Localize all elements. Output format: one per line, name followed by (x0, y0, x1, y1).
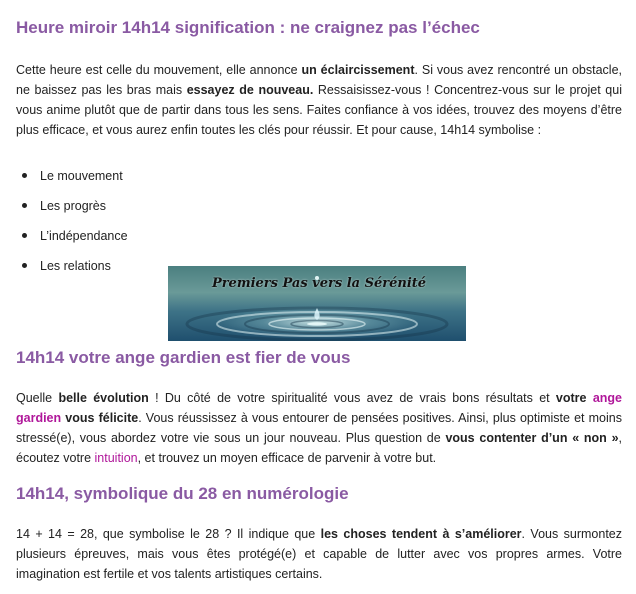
bold-votre: votre (555, 391, 587, 405)
text: , écoutez votre (16, 431, 623, 465)
bullet-icon (22, 173, 27, 178)
bold-vous-felicite: vous félicite (65, 411, 139, 425)
text: , et trouvez un moyen efficace de parvenir à votre but. (137, 451, 437, 465)
bullet-icon (22, 233, 27, 238)
link-intuition[interactable]: intuition (94, 451, 138, 465)
bullet-icon (22, 263, 27, 268)
text: ! Du côté de votre spiritualité vous avez de vrais bons résultats et (148, 391, 556, 405)
heading-heure-miroir: Heure miroir 14h14 signification : ne craignez pas l’échec (16, 18, 480, 37)
text: . Vous réussissez à vous entourer de pensées positives. Ainsi, plus optimiste et moins stressé(e), vous abordez votre vie sous un jour nouveau. Plus question de (16, 411, 622, 445)
bold-choses-ameliorer: les choses tendent à s’améliorer (320, 527, 522, 541)
bold-belle-evolution: belle évolution (58, 391, 149, 405)
serenity-banner-image[interactable] (168, 266, 466, 341)
text: Cette heure est celle du mouvement, elle annonce (16, 63, 302, 77)
paragraph-ange-gardien (16, 388, 622, 468)
bold-essayez: essayez de nouveau. (186, 83, 314, 97)
link-ange-gardien[interactable]: ange gardien (16, 391, 622, 425)
text: . Si vous avez rencontré un obstacle, ne baissez pas les bras mais (16, 63, 622, 97)
heading-ange-gardien: 14h14 votre ange gardien est fier de vous (16, 348, 351, 367)
paragraph-numerologie (16, 524, 622, 584)
text: Quelle (16, 391, 59, 405)
bold-eclaircissement: un éclaircissement (301, 63, 415, 77)
text: 14 + 14 = 28, que symbolise le 28 ? Il indique que (16, 527, 321, 541)
text: . Vous surmontez plusieurs épreuves, mais vous êtes protégé(e) et capable de lutter avec vos propres armes. Votre imagination est fertile et vos talents artistiques certains. (16, 527, 623, 581)
bold-vous-contenter: vous contenter d’un « non » (445, 431, 619, 445)
banner-title: Premiers Pas vers la Sérénité (211, 276, 427, 291)
article: Heure miroir 14h14 signification : ne craignez pas l’échec Cette heure est celle du mouvement, elle annonce un éclaircissement. Si vous avez rencontré un obstacle, ne baissez pas les bras mais essayez de nouveau. Ressaisissez-vous ! Concentrez-vous sur le projet qui vous anime plutôt que de partir dans tous les sens. Faites confiance à vos idées, trouvez des moyens d’être plus efficace, et vous aurez enfin toutes les clés pour réussir. Et pour cause, 14h14 symbolise : Le mouvement Les progrès L’indépendance Les relations Premiers Pas vers la Sérénité 14h14 votre ange gardien est fier de vous Quelle belle évolution ! Du côté de votre spiritualité vous avez de vrais bons résultats et votre ange gardien vous félicite. Vous réussissez à vous entourer de pensées positives. Ainsi, plus optimiste et moins stressé(e), vous abordez votre vie sous un jour nouveau. Plus question de vous contenter d’un « non », écoutez votre intuition, et trouvez un moyen efficace de parvenir à votre but. 14h14, symbolique du 28 en numérologie 14 + 14 = 28, que symbolise le 28 ? Il indique que les choses tendent à s’améliorer. Vous surmontez plusieurs épreuves, mais vous êtes protégé(e) et capable de lutter avec vos propres armes. Votre imagination est fertile et vos talents artistiques certains. (0, 0, 636, 594)
text: Ressaisissez-vous ! Concentrez-vous sur le projet qui vous anime plutôt que de partir dans tous les sens. Faites confiance à vos idées, trouvez des moyens d’être plus efficace, et vous aurez enfin toutes les clés pour réussir. Et pour cause, 14h14 symbolise : (16, 83, 622, 137)
bullet-icon (22, 203, 27, 208)
paragraph-mouvement (16, 60, 622, 140)
heading-numerologie: 14h14, symbolique du 28 en numérologie (16, 484, 349, 503)
